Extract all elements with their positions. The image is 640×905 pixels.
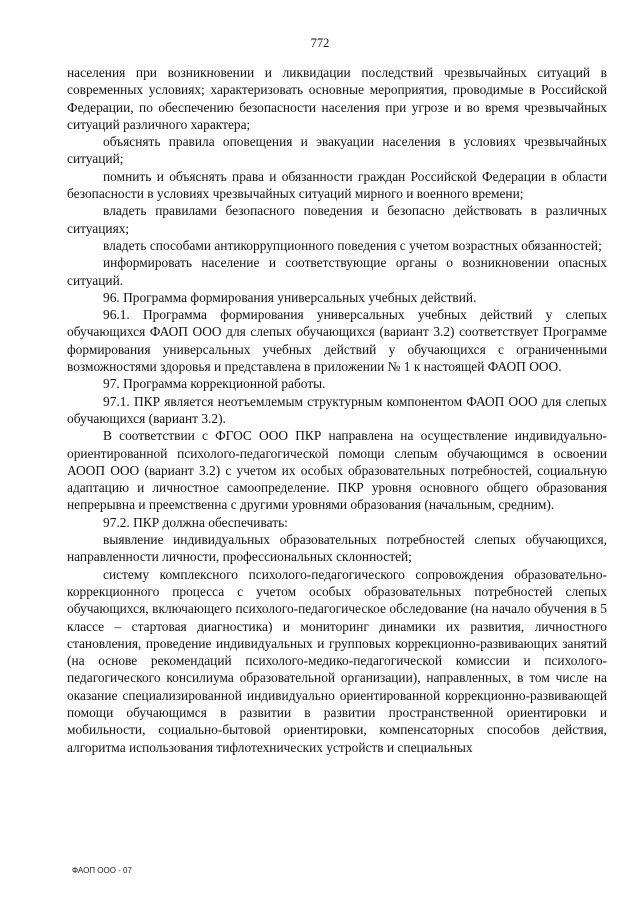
section-heading: 97. Программа коррекционной работы. <box>103 376 326 392</box>
section-heading: 96. Программа формирования универсальных учебных действий. <box>103 289 477 305</box>
paragraph: В соответствии с ФГОС ООО ПКР направлена на осуществление индивидуально-ориентированной психолого-педагогической помощи слепым обучающимся в освоении АООП ООО (вариант 3.2) с учетом их особых образовательных потребностей, социальную адаптацию и личностное самоопределение. ПКР уровня основного общего образования непрерывна и преемственна с другими уровнями образования (начальным, средним). <box>67 428 607 513</box>
paragraph: выявление индивидуальных образовательных потребностей слепых обучающихся, направленности личности, профессиональных склонностей; <box>67 532 607 565</box>
paragraph: владеть способами антикоррупционного поведения с учетом возрастных обязанностей; <box>103 237 602 253</box>
paragraph: объяснять правила оповещения и эвакуации населения в условиях чрезвычайных ситуаций; <box>67 134 607 167</box>
footer-label: ФАОП ООО - 07 <box>72 866 132 875</box>
paragraph: помнить и объяснять права и обязанности граждан Российской Федерации в области безопасности в условиях чрезвычайных ситуаций мирного и военного времени; <box>67 168 607 202</box>
paragraph: владеть правилами безопасного поведения и безопасно действовать в различных ситуациях; <box>67 203 607 236</box>
paragraph: 96.1. Программа формирования универсальных учебных действий у слепых обучающихся ФАОП ООО для слепых обучающихся (вариант 3.2) соответствует Программе формирования универсальных учебных действий у обучающихся с ограниченными возможностями здоровья и представлена в приложении № 1 к настоящей ФАОП ООО. <box>67 307 607 375</box>
paragraph: информировать население и соответствующие органы о возникновении опасных ситуаций. <box>67 255 607 288</box>
body-text <box>67 64 607 756</box>
page-number: 772 <box>310 36 330 50</box>
paragraph: систему комплексного психолого-педагогического сопровождения образовательно-коррекционного процесса с учетом особых образовательных потребностей слепых обучающихся, включающего психолого-педагогическое обследование (на начало обучения в 5 классе – стартовая диагностика) и мониторинг динамики их развития, личностного становления, проведение индивидуальных и групповых коррекционно-развивающих занятий (на основе рекомендаций психолого-медико-педагогической комиссии и психолого-педагогического консилиума образовательной организации), направленных, в том числе на оказание специализированной индивидуально ориентированной коррекционно-развивающей помощи обучающимся в развитии в развитии пространственной ориентировки и мобильности, социально-бытовой ориентировки, компенсаторных способов действия, алгоритма использования тифлотехнических устройств и специальных <box>67 566 607 755</box>
paragraph: 97.1. ПКР является неотъемлемым структурным компонентом ФАОП ООО для слепых обучающихся (вариант 3.2). <box>67 393 607 426</box>
paragraph: населения при возникновении и ликвидации последствий чрезвычайных ситуаций в современных условиях; характеризовать основные мероприятия, проводимые в Российской Федерации, по обеспечению безопасности населения при угрозе и во время чрезвычайных ситуаций различного характера; <box>67 65 607 132</box>
paragraph: 97.2. ПКР должна обеспечивать: <box>103 514 288 530</box>
